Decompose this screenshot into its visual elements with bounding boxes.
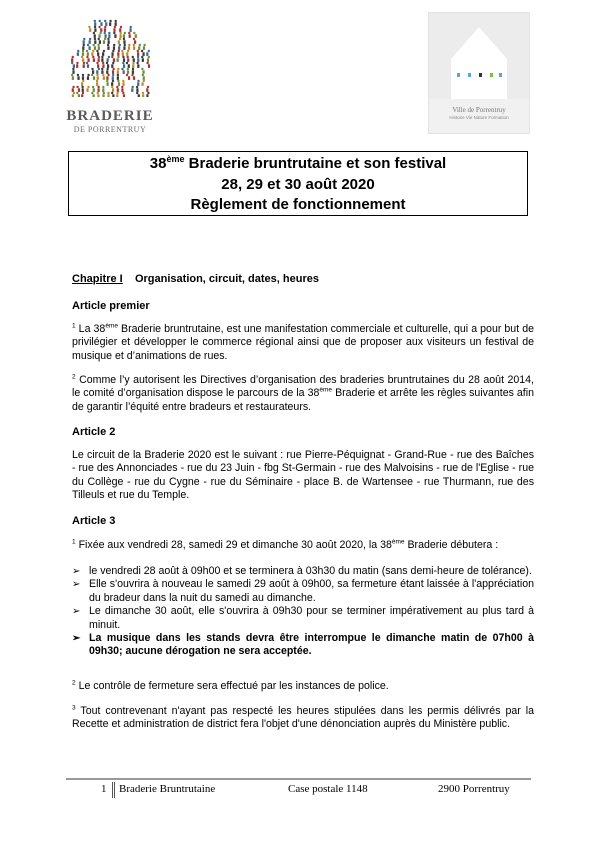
arrow-bullet-icon: ➢ (72, 606, 81, 618)
list-item: ➢ le vendredi 28 août à 09h00 et se terminera à 03h30 du matin (sans demi-heure de tolérance). (72, 565, 532, 577)
page-footer (66, 780, 531, 800)
title-line2: 28, 29 et 30 août 2020 (221, 175, 375, 193)
arrow-bullet-icon: ➢ (72, 566, 81, 577)
footer-separator (112, 782, 115, 798)
logo-name-line1: BRADERIE (66, 108, 154, 124)
article3-heading: Article 3 (72, 515, 116, 527)
title-line1: 38ème Braderie bruntrutaine et son festival (149, 154, 447, 172)
page-number: 1 (101, 783, 107, 795)
article1-heading: Article premier (72, 300, 150, 312)
crowd-figure-icon (64, 15, 156, 97)
footer-city: 2900 Porrentruy (438, 783, 510, 795)
title-line3: Règlement de fonctionnement (190, 196, 406, 213)
list-item: ➢ Elle s'ouvrira à nouveau le samedi 29 août à 09h00, sa fermeture étant laissée à l'appréciation du bradeur dans la nuit du samedi au dimanche. (72, 578, 534, 604)
list-item: ➢ La musique dans les stands devra être interrompue le dimanche matin de 07h00 à 09h30; aucune dérogation ne sera acceptée. (72, 632, 534, 658)
chapter-title: Organisation, circuit, dates, heures (134, 273, 319, 285)
article1-paragraph1: $^1$ La 38ème Braderie bruntrutaine, est une manifestation commerciale et culturelle, qui a pour but de privilégier et développer le commerce régional ainsi que de proposer aux visiteurs un festival de musique et d’animations de rues. (72, 322, 534, 362)
article3-paragraph1: $^1$ Fixée aux vendredi 28, samedi 29 et dimanche 30 août 2020, la 38ème Braderie débutera : (72, 538, 499, 551)
arrow-bullet-icon: ➢ (72, 633, 81, 645)
document-title-box (68, 151, 528, 216)
chapter-label: Chapitre I (72, 273, 123, 285)
article2-heading: Article 2 (72, 426, 116, 438)
arrow-bullet-icon: ➢ (72, 579, 81, 591)
article1-paragraph2: $^2$ Comme l’y autorisent les Directives d’organisation des braderies bruntrutaines du 28 août 2014, le comité d’organisation dispose le parcours de la 38ème Braderie et arrête les règles suivantes afin de garantir l’équité entre bradeurs et restaurateurs. (72, 373, 534, 413)
city-name: Ville de Porrentruy (452, 106, 506, 114)
braderie-logo (64, 15, 156, 133)
chapter-heading (72, 273, 319, 285)
logo-name-line2: DE PORRENTRUY (73, 125, 147, 134)
footer-postbox: Case postale 1148 (288, 783, 368, 795)
article3-paragraph2: $^2$ Le contrôle de fermeture sera effectué par les instances de police. (72, 679, 389, 692)
article2-paragraph: Le circuit de la Braderie 2020 est le suivant : rue Pierre-Péquignat - Grand-Rue - rue des Baîches - rue des Annonciades - rue du 23 Juin - fbg St-Germain - rue des Malvoisins - rue de l'Eglise - rue du Collège - rue du Cygne - rue du Séminaire - place B. de Wartensee - rue Thurmann, rue des Tilleuls et rue du Temple. (72, 449, 534, 502)
article3-bullet-list (72, 565, 534, 659)
house-icon (429, 13, 529, 99)
city-logo (428, 12, 530, 134)
footer-organization: Braderie Bruntrutaine (119, 783, 216, 795)
list-item: ➢ Le dimanche 30 août, elle s'ouvrira à 09h30 pour se terminer impérativement au plus tard à minuit. (72, 605, 534, 631)
city-tagline: Histoire Vie Nature Formation (449, 115, 509, 120)
article3-paragraph3: $^3$ Tout contrevenant n'ayant pas respecté les heures stipulées dans les permis délivrés par la Recette et administration de district fera l'objet d'une dénonciation auprès du Ministère public. (72, 704, 534, 731)
